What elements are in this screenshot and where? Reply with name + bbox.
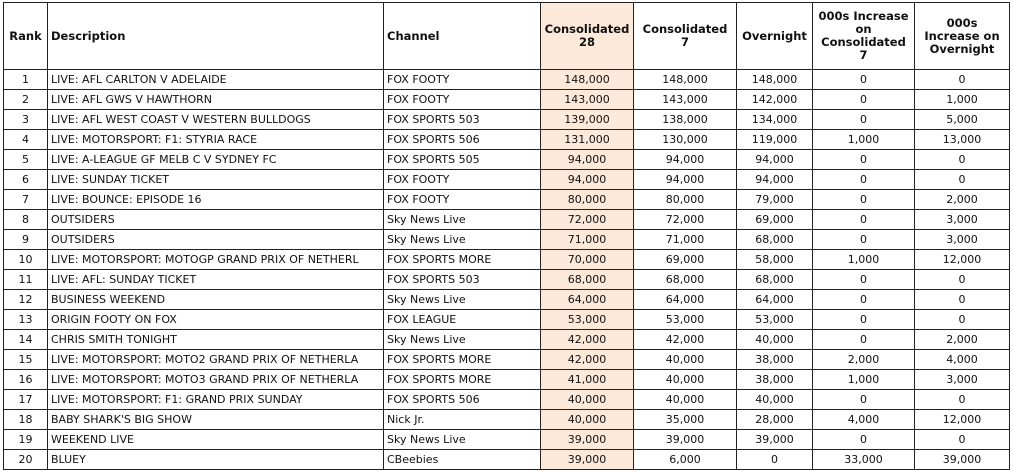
cell-rank: 4 [4,130,48,150]
cell-overnight: 68,000 [737,230,813,250]
cell-description: LIVE: BOUNCE: EPISODE 16 [48,190,384,210]
table-row [4,430,1010,450]
cell-increase-overnight: 0 [915,70,1010,90]
cell-rank: 8 [4,210,48,230]
cell-consolidated-28: 94,000 [541,150,634,170]
cell-rank: 17 [4,390,48,410]
cell-channel: FOX FOOTY [384,170,541,190]
cell-description: LIVE: MOTORSPORT: F1: STYRIA RACE [48,130,384,150]
cell-increase-overnight: 0 [915,170,1010,190]
cell-overnight: 53,000 [737,310,813,330]
table-row [4,310,1010,330]
cell-overnight: 40,000 [737,330,813,350]
table-row [4,170,1010,190]
cell-consolidated-28: 94,000 [541,170,634,190]
cell-channel: FOX SPORTS MORE [384,350,541,370]
cell-increase-consolidated-7: 0 [813,150,915,170]
cell-increase-overnight: 0 [915,390,1010,410]
cell-increase-overnight: 3,000 [915,230,1010,250]
cell-overnight: 68,000 [737,270,813,290]
cell-channel: FOX FOOTY [384,70,541,90]
table-row [4,290,1010,310]
cell-increase-overnight: 1,000 [915,90,1010,110]
cell-increase-overnight: 3,000 [915,210,1010,230]
cell-increase-consolidated-7: 0 [813,430,915,450]
cell-channel: Sky News Live [384,230,541,250]
cell-overnight: 0 [737,450,813,470]
cell-channel: Sky News Live [384,330,541,350]
cell-overnight: 142,000 [737,90,813,110]
cell-increase-overnight: 0 [915,290,1010,310]
cell-channel: FOX SPORTS 506 [384,390,541,410]
cell-consolidated-7: 39,000 [634,430,737,450]
cell-overnight: 28,000 [737,410,813,430]
cell-consolidated-28: 42,000 [541,330,634,350]
table-row [4,350,1010,370]
cell-consolidated-7: 148,000 [634,70,737,90]
cell-consolidated-7: 68,000 [634,270,737,290]
table-body [4,70,1010,470]
cell-channel: FOX FOOTY [384,190,541,210]
cell-increase-overnight: 5,000 [915,110,1010,130]
table-row [4,250,1010,270]
cell-consolidated-28: 41,000 [541,370,634,390]
cell-consolidated-7: 40,000 [634,390,737,410]
header-increase-overnight: 000s Increase on Overnight [915,3,1010,70]
table-row [4,410,1010,430]
cell-increase-overnight: 12,000 [915,410,1010,430]
cell-increase-consolidated-7: 0 [813,230,915,250]
cell-overnight: 69,000 [737,210,813,230]
cell-consolidated-28: 64,000 [541,290,634,310]
cell-increase-consolidated-7: 0 [813,70,915,90]
cell-channel: Sky News Live [384,430,541,450]
cell-rank: 10 [4,250,48,270]
cell-description: BLUEY [48,450,384,470]
cell-overnight: 64,000 [737,290,813,310]
cell-rank: 11 [4,270,48,290]
cell-rank: 20 [4,450,48,470]
cell-consolidated-28: 53,000 [541,310,634,330]
cell-description: CHRIS SMITH TONIGHT [48,330,384,350]
cell-consolidated-28: 42,000 [541,350,634,370]
table-row [4,110,1010,130]
cell-increase-consolidated-7: 0 [813,190,915,210]
cell-description: LIVE: MOTORSPORT: MOTO2 GRAND PRIX OF NETHERLA [48,350,384,370]
cell-rank: 19 [4,430,48,450]
table-row [4,130,1010,150]
cell-increase-overnight: 0 [915,430,1010,450]
cell-rank: 15 [4,350,48,370]
cell-description: LIVE: MOTORSPORT: MOTO3 GRAND PRIX OF NETHERLA [48,370,384,390]
cell-consolidated-7: 64,000 [634,290,737,310]
cell-consolidated-7: 53,000 [634,310,737,330]
table-row [4,210,1010,230]
cell-increase-consolidated-7: 0 [813,210,915,230]
cell-description: LIVE: AFL: SUNDAY TICKET [48,270,384,290]
cell-channel: FOX FOOTY [384,90,541,110]
cell-increase-overnight: 0 [915,310,1010,330]
cell-rank: 12 [4,290,48,310]
cell-increase-consolidated-7: 0 [813,390,915,410]
cell-overnight: 79,000 [737,190,813,210]
cell-description: OUTSIDERS [48,210,384,230]
cell-consolidated-7: 130,000 [634,130,737,150]
ratings-table [3,2,1010,470]
cell-description: LIVE: AFL CARLTON V ADELAIDE [48,70,384,90]
cell-overnight: 58,000 [737,250,813,270]
cell-channel: FOX SPORTS 506 [384,130,541,150]
header-increase-consolidated-7: 000s Increase on Consolidated 7 [813,3,915,70]
cell-consolidated-7: 42,000 [634,330,737,350]
table-row [4,330,1010,350]
cell-consolidated-7: 143,000 [634,90,737,110]
cell-consolidated-28: 40,000 [541,410,634,430]
cell-rank: 18 [4,410,48,430]
table-row [4,370,1010,390]
cell-overnight: 40,000 [737,390,813,410]
cell-increase-overnight: 12,000 [915,250,1010,270]
cell-overnight: 119,000 [737,130,813,150]
cell-rank: 3 [4,110,48,130]
cell-description: LIVE: SUNDAY TICKET [48,170,384,190]
cell-overnight: 38,000 [737,350,813,370]
cell-channel: CBeebies [384,450,541,470]
cell-consolidated-28: 131,000 [541,130,634,150]
cell-increase-consolidated-7: 0 [813,170,915,190]
cell-consolidated-7: 94,000 [634,150,737,170]
cell-description: LIVE: A-LEAGUE GF MELB C V SYDNEY FC [48,150,384,170]
cell-increase-overnight: 2,000 [915,190,1010,210]
cell-consolidated-28: 71,000 [541,230,634,250]
header-consolidated-28: Consolidated 28 [541,3,634,70]
cell-consolidated-7: 94,000 [634,170,737,190]
cell-increase-overnight: 0 [915,150,1010,170]
cell-description: LIVE: MOTORSPORT: MOTOGP GRAND PRIX OF NETHERL [48,250,384,270]
table-row [4,450,1010,470]
cell-increase-overnight: 3,000 [915,370,1010,390]
cell-overnight: 148,000 [737,70,813,90]
cell-channel: FOX SPORTS MORE [384,250,541,270]
cell-consolidated-28: 68,000 [541,270,634,290]
table-row [4,150,1010,170]
table-row [4,190,1010,210]
cell-increase-consolidated-7: 0 [813,90,915,110]
cell-consolidated-28: 40,000 [541,390,634,410]
cell-description: BUSINESS WEEKEND [48,290,384,310]
cell-description: BABY SHARK'S BIG SHOW [48,410,384,430]
cell-increase-consolidated-7: 0 [813,330,915,350]
cell-consolidated-7: 72,000 [634,210,737,230]
table-row [4,390,1010,410]
cell-consolidated-7: 138,000 [634,110,737,130]
cell-rank: 9 [4,230,48,250]
cell-consolidated-28: 143,000 [541,90,634,110]
cell-rank: 14 [4,330,48,350]
cell-increase-consolidated-7: 0 [813,290,915,310]
cell-increase-overnight: 0 [915,270,1010,290]
header-overnight: Overnight [737,3,813,70]
cell-consolidated-7: 80,000 [634,190,737,210]
cell-consolidated-28: 139,000 [541,110,634,130]
cell-increase-overnight: 39,000 [915,450,1010,470]
cell-increase-consolidated-7: 2,000 [813,350,915,370]
cell-consolidated-7: 6,000 [634,450,737,470]
cell-description: WEEKEND LIVE [48,430,384,450]
cell-consolidated-28: 70,000 [541,250,634,270]
cell-consolidated-7: 69,000 [634,250,737,270]
cell-increase-consolidated-7: 0 [813,270,915,290]
cell-rank: 1 [4,70,48,90]
cell-rank: 13 [4,310,48,330]
cell-consolidated-28: 39,000 [541,430,634,450]
cell-rank: 6 [4,170,48,190]
cell-channel: Sky News Live [384,210,541,230]
cell-channel: FOX LEAGUE [384,310,541,330]
header-consolidated-7: Consolidated 7 [634,3,737,70]
cell-channel: FOX SPORTS 505 [384,150,541,170]
table-row [4,90,1010,110]
table-row [4,230,1010,250]
cell-rank: 7 [4,190,48,210]
cell-description: ORIGIN FOOTY ON FOX [48,310,384,330]
cell-increase-consolidated-7: 4,000 [813,410,915,430]
table-row [4,70,1010,90]
cell-channel: FOX SPORTS MORE [384,370,541,390]
cell-consolidated-7: 40,000 [634,350,737,370]
cell-increase-consolidated-7: 0 [813,110,915,130]
cell-overnight: 38,000 [737,370,813,390]
header-description: Description [48,3,384,70]
cell-rank: 5 [4,150,48,170]
cell-description: LIVE: AFL WEST COAST V WESTERN BULLDOGS [48,110,384,130]
cell-overnight: 94,000 [737,150,813,170]
cell-increase-consolidated-7: 0 [813,310,915,330]
cell-channel: Nick Jr. [384,410,541,430]
cell-description: LIVE: AFL GWS V HAWTHORN [48,90,384,110]
cell-increase-overnight: 2,000 [915,330,1010,350]
cell-rank: 16 [4,370,48,390]
cell-consolidated-28: 80,000 [541,190,634,210]
cell-increase-consolidated-7: 33,000 [813,450,915,470]
cell-description: OUTSIDERS [48,230,384,250]
cell-overnight: 39,000 [737,430,813,450]
cell-consolidated-28: 72,000 [541,210,634,230]
cell-channel: FOX SPORTS 503 [384,270,541,290]
cell-increase-consolidated-7: 1,000 [813,370,915,390]
cell-consolidated-7: 35,000 [634,410,737,430]
cell-rank: 2 [4,90,48,110]
cell-consolidated-28: 39,000 [541,450,634,470]
cell-consolidated-28: 148,000 [541,70,634,90]
cell-overnight: 134,000 [737,110,813,130]
cell-increase-consolidated-7: 1,000 [813,250,915,270]
cell-increase-consolidated-7: 1,000 [813,130,915,150]
cell-increase-overnight: 13,000 [915,130,1010,150]
cell-increase-overnight: 4,000 [915,350,1010,370]
cell-channel: Sky News Live [384,290,541,310]
cell-channel: FOX SPORTS 503 [384,110,541,130]
table-row [4,270,1010,290]
header-row [4,3,1010,70]
cell-consolidated-7: 71,000 [634,230,737,250]
cell-overnight: 94,000 [737,170,813,190]
cell-consolidated-7: 40,000 [634,370,737,390]
header-channel: Channel [384,3,541,70]
cell-description: LIVE: MOTORSPORT: F1: GRAND PRIX SUNDAY [48,390,384,410]
header-rank: Rank [4,3,48,70]
